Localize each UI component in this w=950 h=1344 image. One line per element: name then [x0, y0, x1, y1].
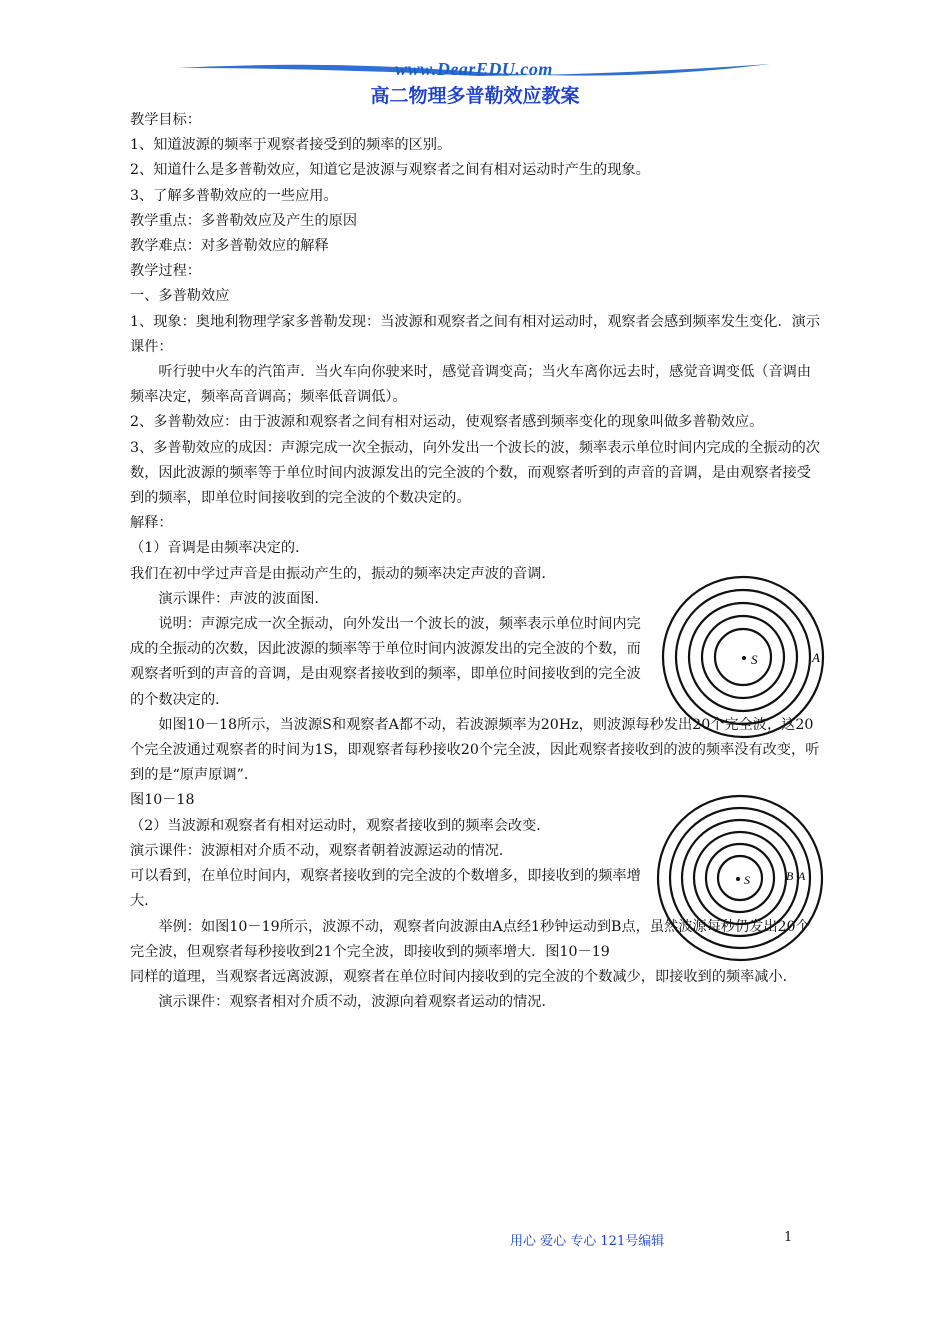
source-label: S — [751, 652, 758, 667]
paragraph: 1、知道波源的频率于观察者接受到的频率的区别。 — [130, 137, 452, 154]
source-dot — [736, 877, 740, 881]
wavefront-circle — [706, 844, 774, 912]
paragraph: 演示课件：观察者相对介质不动，波源向着观察者运动的情况． — [158, 994, 556, 1011]
paragraph: 说明：声源完成一次全振动，向外发出一个波长的波，频率表示单位时间内完成的全振动的次数，因此波源的频率等于单位时间内波源发出的完全波的个数，而观察者听到的声音的音调，是由观察者接收到的频率，即单位时间接收到的完全波的个数决定的． — [130, 616, 641, 708]
paragraph: 我们在初中学过声音是由振动产生的，振动的频率决定声波的音调． — [130, 565, 556, 582]
paragraph: 3、了解多普勒效应的一些应用。 — [130, 187, 338, 204]
site-banner — [178, 58, 770, 84]
figure-10-19 — [654, 792, 826, 964]
paragraph: 教学难点：对多普勒效应的解释 — [130, 238, 329, 255]
observer-label-a: A — [798, 869, 806, 883]
paragraph: 2、多普勒效应：由于波源和观察者之间有相对运动，使观察者感到频率变化的现象叫做多普勒效应。 — [130, 414, 764, 431]
wavefront-circle — [718, 856, 762, 900]
paragraph: 3、多普勒效应的成因：声源完成一次全振动，向外发出一个波长的波，频率表示单位时间内完成的全振动的次数，因此波源的频率等于单位时间内波源发出的完全波的个数，而观察者听到的声音的音调，是由观察者接受到的频率，即单位时间接收到的完全波的个数决定的。 — [130, 439, 821, 507]
paragraph: 解释： — [130, 515, 173, 532]
source-dot — [742, 656, 746, 660]
page-number: 1 — [784, 1230, 793, 1245]
paragraph: 教学重点：多普勒效应及产生的原因 — [130, 212, 358, 229]
paragraph: 同样的道理，当观察者远离波源，观察者在单位时间内接收到的完全波的个数减少，即接收到的频率减小． — [130, 968, 797, 985]
paragraph: 演示课件：声波的波面图． — [158, 590, 329, 607]
paragraph: 教学目标： — [130, 112, 201, 128]
figure-10-18 — [658, 572, 828, 742]
paragraph: 举例：如图10－19所示，波源不动，观察者向波源由A点经1秒钟运动到B点，虽然波源每秒仍发出20个完全波，但观察者每秒接收到21个完全波，即接收到的频率增大．图10－19 — [130, 918, 810, 960]
paragraph: 一、多普勒效应 — [130, 288, 230, 305]
paragraph: 1、现象：奥地利物理学家多普勒发现：当波源和观察者之间有相对运动时，观察者会感到频率发生变化．演示课件： — [130, 313, 821, 355]
observer-label: A — [812, 650, 820, 665]
site-url: www.DearEDU.com — [395, 59, 553, 79]
paragraph: 如图10－18所示，当波源S和观察者A都不动，若波源频率为20Hz，则波源每秒发出20个完全波，这20个完全波通过观察者的时间为1S，即观察者每秒接收20个完全波，因此观察者接收到的波的频率没有改变，听到的是“原声原调”． — [130, 716, 820, 784]
paragraph: （2）当波源和观察者有相对运动时，观察者接收到的频率会改变． — [130, 817, 551, 834]
paragraph: 教学过程： — [130, 263, 201, 280]
wavefront-circle — [682, 820, 798, 936]
paragraph: 可以看到，在单位时间内，观察者接收到的完全波的个数增多，即接收到的频率增大． — [130, 868, 641, 910]
page-title: 高二物理多普勒效应教案 — [370, 85, 580, 107]
paragraph: 演示课件：波源相对介质不动，观察者朝着波源运动的情况． — [130, 842, 514, 859]
wavefront-circle — [694, 832, 786, 924]
footer-motto: 用心 爱心 专心 121号编辑 — [510, 1234, 665, 1249]
figure-caption: 图10－18 — [130, 792, 195, 809]
source-label: S — [744, 873, 750, 887]
observer-label-b: B — [786, 869, 794, 883]
paragraph: 2、知道什么是多普勒效应，知道它是波源与观察者之间有相对运动时产生的现象。 — [130, 162, 650, 179]
paragraph: （1）音调是由频率决定的． — [130, 540, 310, 557]
paragraph: 听行驶中火车的汽笛声．当火车向你驶来时，感觉音调变高；当火车离你远去时，感觉音调变低（音调由频率决定，频率高音调高；频率低音调低）。 — [130, 364, 812, 406]
